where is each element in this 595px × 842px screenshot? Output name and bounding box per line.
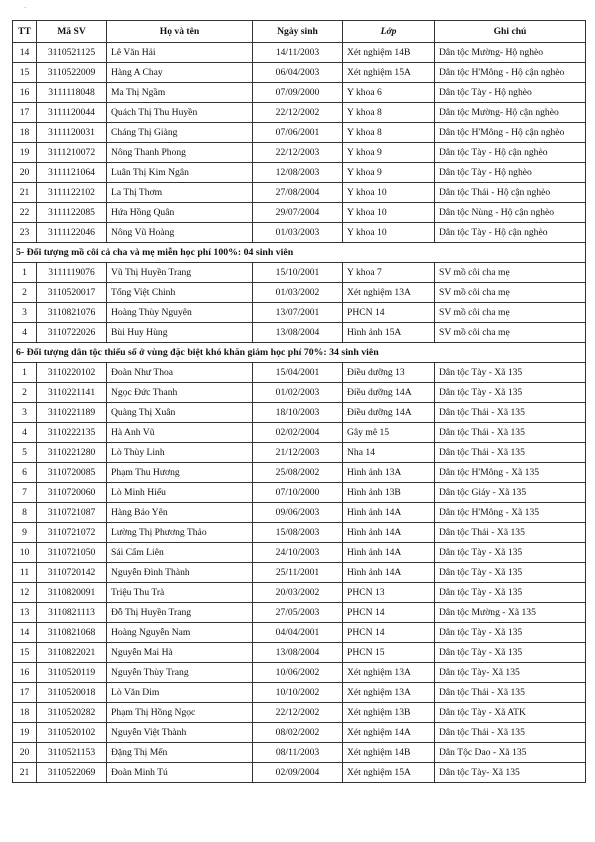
row-note: Dân tộc Tày - Xã ATK <box>435 703 586 723</box>
row-full-name: Tống Việt Chinh <box>107 283 253 303</box>
row-student-id: 3111120044 <box>37 103 107 123</box>
table-row <box>13 603 586 623</box>
row-class: Nha 14 <box>343 443 435 463</box>
row-tt: 14 <box>13 623 37 643</box>
row-birth-date: 25/08/2002 <box>253 463 343 483</box>
row-full-name: Nguyễn Thùy Trang <box>107 663 253 683</box>
row-tt: 9 <box>13 523 37 543</box>
row-student-id: 3110520119 <box>37 663 107 683</box>
row-class: Xét nghiệm 13A <box>343 683 435 703</box>
row-class: PHCN 14 <box>343 623 435 643</box>
header-student-id: Mã SV <box>37 21 107 43</box>
row-class: Hình ảnh 14A <box>343 523 435 543</box>
row-tt: 10 <box>13 543 37 563</box>
row-birth-date: 01/02/2003 <box>253 383 343 403</box>
row-birth-date: 15/08/2003 <box>253 523 343 543</box>
row-full-name: La Thị Thơm <box>107 183 253 203</box>
row-note: Dân tộc Thái - Xã 135 <box>435 403 586 423</box>
table-row <box>13 463 586 483</box>
row-student-id: 3110222135 <box>37 423 107 443</box>
row-class: Xét nghiệm 13B <box>343 703 435 723</box>
row-birth-date: 22/12/2002 <box>253 703 343 723</box>
header-birth-date: Ngày sinh <box>253 21 343 43</box>
row-full-name: Đỗ Thị Huyền Trang <box>107 603 253 623</box>
header-note: Ghi chú <box>435 21 586 43</box>
section-6-title-row <box>13 343 586 363</box>
row-student-id: 3110221280 <box>37 443 107 463</box>
row-note: Dân tộc Thái - Hộ cận nghèo <box>435 183 586 203</box>
row-note: Dân tộc Mường- Hộ nghèo <box>435 43 586 63</box>
row-student-id: 3110221189 <box>37 403 107 423</box>
row-tt: 4 <box>13 423 37 443</box>
row-student-id: 3111118048 <box>37 83 107 103</box>
table-row <box>13 543 586 563</box>
row-full-name: Nguyễn Mai Hà <box>107 643 253 663</box>
row-class: Xét nghiệm 13A <box>343 283 435 303</box>
row-tt: 4 <box>13 323 37 343</box>
row-class: Điều dưỡng 13 <box>343 363 435 383</box>
row-birth-date: 09/06/2003 <box>253 503 343 523</box>
row-student-id: 3111122046 <box>37 223 107 243</box>
section-6-title: 6- Đối tượng dân tộc thiểu số ở vùng đặc biệt khó khăn giảm học phí 70%: 34 sinh viên <box>13 343 586 363</box>
row-student-id: 3110720060 <box>37 483 107 503</box>
row-full-name: Nguyễn Việt Thành <box>107 723 253 743</box>
row-student-id: 3110521153 <box>37 743 107 763</box>
row-birth-date: 25/11/2001 <box>253 563 343 583</box>
row-note: Dân tộc Tày - Hộ nghèo <box>435 163 586 183</box>
header-row <box>13 21 586 43</box>
row-full-name: Đoàn Như Thoa <box>107 363 253 383</box>
row-student-id: 3110520018 <box>37 683 107 703</box>
row-birth-date: 08/11/2003 <box>253 743 343 763</box>
table-row <box>13 683 586 703</box>
table-row <box>13 203 586 223</box>
row-full-name: Lò Minh Hiếu <box>107 483 253 503</box>
row-note: Dân tộc Nùng - Hộ cận nghèo <box>435 203 586 223</box>
row-tt: 1 <box>13 263 37 283</box>
row-student-id: 3110721087 <box>37 503 107 523</box>
row-tt: 19 <box>13 143 37 163</box>
row-note: Dân tộc Tày - Hộ nghèo <box>435 83 586 103</box>
row-birth-date: 24/10/2003 <box>253 543 343 563</box>
row-note: SV mồ côi cha mẹ <box>435 283 586 303</box>
table-row <box>13 643 586 663</box>
row-birth-date: 13/08/2004 <box>253 323 343 343</box>
header-class: Lớp <box>343 21 435 43</box>
row-class: Xét nghiệm 13A <box>343 663 435 683</box>
row-full-name: Bùi Huy Hùng <box>107 323 253 343</box>
row-class: Hình ảnh 15A <box>343 323 435 343</box>
row-note: Dân tộc Tày - Xã 135 <box>435 643 586 663</box>
table-row <box>13 83 586 103</box>
section-5-title: 5- Đối tượng mồ côi cả cha và mẹ miễn học phí 100%: 04 sinh viên <box>13 243 586 263</box>
row-student-id: 3110721072 <box>37 523 107 543</box>
row-tt: 14 <box>13 43 37 63</box>
row-tt: 16 <box>13 83 37 103</box>
row-class: Y khoa 8 <box>343 123 435 143</box>
row-note: Dân tộc Thái - Xã 135 <box>435 443 586 463</box>
row-note: Dân tộc Thái - Xã 135 <box>435 523 586 543</box>
row-birth-date: 13/07/2001 <box>253 303 343 323</box>
row-tt: 8 <box>13 503 37 523</box>
table-row <box>13 63 586 83</box>
row-full-name: Sái Cẩm Liên <box>107 543 253 563</box>
row-birth-date: 20/03/2002 <box>253 583 343 603</box>
row-class: PHCN 14 <box>343 303 435 323</box>
row-student-id: 3111119076 <box>37 263 107 283</box>
row-tt: 1 <box>13 363 37 383</box>
row-full-name: Quàng Thị Xuân <box>107 403 253 423</box>
row-full-name: Lường Thị Phương Thảo <box>107 523 253 543</box>
row-tt: 15 <box>13 63 37 83</box>
row-full-name: Lò Văn Dim <box>107 683 253 703</box>
table-row <box>13 323 586 343</box>
row-full-name: Quách Thị Thu Huyền <box>107 103 253 123</box>
row-student-id: 3111122085 <box>37 203 107 223</box>
row-birth-date: 29/07/2004 <box>253 203 343 223</box>
row-class: Xét nghiệm 15A <box>343 763 435 783</box>
row-birth-date: 06/04/2003 <box>253 63 343 83</box>
row-tt: 15 <box>13 643 37 663</box>
row-tt: 7 <box>13 483 37 503</box>
row-student-id: 3110821076 <box>37 303 107 323</box>
row-tt: 6 <box>13 463 37 483</box>
row-student-id: 3110822021 <box>37 643 107 663</box>
student-table <box>12 20 586 783</box>
row-note: Dân tộc Thái - Xã 135 <box>435 683 586 703</box>
row-tt: 2 <box>13 283 37 303</box>
row-birth-date: 22/12/2002 <box>253 103 343 123</box>
row-tt: 20 <box>13 163 37 183</box>
row-tt: 2 <box>13 383 37 403</box>
row-note: Dân tộc H'Mông - Hộ cận nghèo <box>435 63 586 83</box>
row-student-id: 3111120031 <box>37 123 107 143</box>
header-tt: TT <box>13 21 37 43</box>
row-full-name: Vũ Thị Huyền Trang <box>107 263 253 283</box>
table-row <box>13 263 586 283</box>
row-student-id: 3110221141 <box>37 383 107 403</box>
row-class: Xét nghiệm 14B <box>343 743 435 763</box>
row-tt: 12 <box>13 583 37 603</box>
row-class: Gây mê 15 <box>343 423 435 443</box>
row-student-id: 3110820091 <box>37 583 107 603</box>
row-note: Dân tộc Tày- Xã 135 <box>435 663 586 683</box>
row-class: Hình ảnh 14A <box>343 563 435 583</box>
row-class: Điều dưỡng 14A <box>343 383 435 403</box>
row-student-id: 3110520282 <box>37 703 107 723</box>
table-row <box>13 103 586 123</box>
row-note: Dân tộc H'Mông - Xã 135 <box>435 503 586 523</box>
table-row <box>13 743 586 763</box>
row-class: Hình ảnh 13B <box>343 483 435 503</box>
row-birth-date: 02/09/2004 <box>253 763 343 783</box>
row-birth-date: 14/11/2003 <box>253 43 343 63</box>
table-row <box>13 483 586 503</box>
table-row <box>13 283 586 303</box>
table-row <box>13 503 586 523</box>
row-note: Dân tộc Tày - Hộ cận nghèo <box>435 143 586 163</box>
row-full-name: Lò Thùy Linh <box>107 443 253 463</box>
row-class: Xét nghiệm 15A <box>343 63 435 83</box>
row-student-id: 3110720142 <box>37 563 107 583</box>
row-birth-date: 02/02/2004 <box>253 423 343 443</box>
row-tt: 22 <box>13 203 37 223</box>
row-class: Hình ảnh 14A <box>343 543 435 563</box>
row-note: Dân tộc Tày - Xã 135 <box>435 383 586 403</box>
row-birth-date: 15/10/2001 <box>253 263 343 283</box>
row-student-id: 3110220102 <box>37 363 107 383</box>
table-row <box>13 723 586 743</box>
row-birth-date: 07/10/2000 <box>253 483 343 503</box>
table-row <box>13 763 586 783</box>
table-row <box>13 363 586 383</box>
row-student-id: 3111121064 <box>37 163 107 183</box>
row-full-name: Đoàn Minh Tú <box>107 763 253 783</box>
row-class: Y khoa 7 <box>343 263 435 283</box>
row-full-name: Triệu Thu Trà <box>107 583 253 603</box>
row-student-id: 3110522009 <box>37 63 107 83</box>
row-class: PHCN 14 <box>343 603 435 623</box>
row-birth-date: 08/02/2002 <box>253 723 343 743</box>
row-student-id: 3110520017 <box>37 283 107 303</box>
page-mark: · <box>24 4 27 12</box>
row-student-id: 3110720085 <box>37 463 107 483</box>
row-tt: 18 <box>13 123 37 143</box>
table-row <box>13 383 586 403</box>
table-row <box>13 183 586 203</box>
row-student-id: 3110522069 <box>37 763 107 783</box>
row-full-name: Nông Vũ Hoàng <box>107 223 253 243</box>
row-tt: 18 <box>13 703 37 723</box>
table-row <box>13 523 586 543</box>
row-note: Dân tộc Tày- Xã 135 <box>435 763 586 783</box>
table-row <box>13 403 586 423</box>
row-class: PHCN 15 <box>343 643 435 663</box>
row-note: Dân tộc Tày - Xã 135 <box>435 583 586 603</box>
row-birth-date: 27/05/2003 <box>253 603 343 623</box>
row-tt: 17 <box>13 683 37 703</box>
row-note: Dân tộc Tày - Xã 135 <box>435 543 586 563</box>
row-tt: 23 <box>13 223 37 243</box>
row-birth-date: 18/10/2003 <box>253 403 343 423</box>
row-student-id: 3110821068 <box>37 623 107 643</box>
row-tt: 19 <box>13 723 37 743</box>
section-5-title-row <box>13 243 586 263</box>
row-tt: 3 <box>13 303 37 323</box>
row-full-name: Nguyễn Đình Thành <box>107 563 253 583</box>
table-row <box>13 163 586 183</box>
table-row <box>13 583 586 603</box>
row-full-name: Hứa Hồng Quân <box>107 203 253 223</box>
row-note: SV mồ côi cha mẹ <box>435 263 586 283</box>
row-full-name: Cháng Thị Giàng <box>107 123 253 143</box>
row-full-name: Phạm Thu Hương <box>107 463 253 483</box>
header-full-name: Họ và tên <box>107 21 253 43</box>
row-student-id: 3110721050 <box>37 543 107 563</box>
row-tt: 3 <box>13 403 37 423</box>
row-note: Dân tộc Mường - Xã 135 <box>435 603 586 623</box>
row-full-name: Hoàng Thùy Nguyên <box>107 303 253 323</box>
row-class: Y khoa 10 <box>343 203 435 223</box>
row-note: SV mồ côi cha mẹ <box>435 303 586 323</box>
row-birth-date: 07/06/2001 <box>253 123 343 143</box>
row-tt: 20 <box>13 743 37 763</box>
row-note: Dân Tộc Dao - Xã 135 <box>435 743 586 763</box>
row-full-name: Hà Anh Vũ <box>107 423 253 443</box>
row-class: Điều dưỡng 14A <box>343 403 435 423</box>
row-note: Dân tộc Tày - Xã 135 <box>435 623 586 643</box>
table-row <box>13 143 586 163</box>
table-row <box>13 423 586 443</box>
row-full-name: Hàng A Chay <box>107 63 253 83</box>
row-full-name: Lê Văn Hải <box>107 43 253 63</box>
row-tt: 16 <box>13 663 37 683</box>
table-row <box>13 43 586 63</box>
table-row <box>13 563 586 583</box>
row-note: Dân tộc Thái - Xã 135 <box>435 423 586 443</box>
row-class: Y khoa 10 <box>343 183 435 203</box>
row-birth-date: 13/08/2004 <box>253 643 343 663</box>
row-student-id: 3111122102 <box>37 183 107 203</box>
row-note: Dân tộc Tày - Hộ cận nghèo <box>435 223 586 243</box>
row-full-name: Nông Thanh Phong <box>107 143 253 163</box>
row-birth-date: 07/09/2000 <box>253 83 343 103</box>
row-birth-date: 10/06/2002 <box>253 663 343 683</box>
table-row <box>13 623 586 643</box>
row-birth-date: 22/12/2003 <box>253 143 343 163</box>
row-class: Y khoa 10 <box>343 223 435 243</box>
row-full-name: Hàng Bảo Yên <box>107 503 253 523</box>
row-student-id: 3111210072 <box>37 143 107 163</box>
row-full-name: Hoàng Nguyễn Nam <box>107 623 253 643</box>
row-tt: 21 <box>13 763 37 783</box>
row-student-id: 3110520102 <box>37 723 107 743</box>
row-note: Dân tộc Thái - Xã 135 <box>435 723 586 743</box>
row-class: Xét nghiệm 14A <box>343 723 435 743</box>
row-student-id: 3110821113 <box>37 603 107 623</box>
table-row <box>13 123 586 143</box>
table-row <box>13 303 586 323</box>
row-birth-date: 15/04/2001 <box>253 363 343 383</box>
row-birth-date: 04/04/2001 <box>253 623 343 643</box>
row-birth-date: 10/10/2002 <box>253 683 343 703</box>
row-note: Dân tộc Tày - Xã 135 <box>435 563 586 583</box>
row-note: Dân tộc H'Mông - Xã 135 <box>435 463 586 483</box>
row-full-name: Ma Thị Ngầm <box>107 83 253 103</box>
row-note: Dân tộc H'Mông - Hộ cận nghèo <box>435 123 586 143</box>
row-full-name: Luân Thị Kim Ngân <box>107 163 253 183</box>
row-class: Y khoa 9 <box>343 163 435 183</box>
row-birth-date: 12/08/2003 <box>253 163 343 183</box>
row-class: Hình ảnh 14A <box>343 503 435 523</box>
row-class: Xét nghiệm 14B <box>343 43 435 63</box>
row-note: Dân tộc Tày - Xã 135 <box>435 363 586 383</box>
row-class: Y khoa 6 <box>343 83 435 103</box>
row-class: Hình ảnh 13A <box>343 463 435 483</box>
row-note: Dân tộc Giáy - Xã 135 <box>435 483 586 503</box>
row-note: Dân tộc Mường- Hộ cận nghèo <box>435 103 586 123</box>
table-row <box>13 443 586 463</box>
row-tt: 11 <box>13 563 37 583</box>
row-class: Y khoa 9 <box>343 143 435 163</box>
row-note: SV mồ côi cha mẹ <box>435 323 586 343</box>
row-birth-date: 01/03/2002 <box>253 283 343 303</box>
row-full-name: Đặng Thị Mến <box>107 743 253 763</box>
table-row <box>13 663 586 683</box>
row-tt: 21 <box>13 183 37 203</box>
row-tt: 17 <box>13 103 37 123</box>
row-birth-date: 01/03/2003 <box>253 223 343 243</box>
row-full-name: Ngọc Đức Thanh <box>107 383 253 403</box>
table-row <box>13 703 586 723</box>
row-class: PHCN 13 <box>343 583 435 603</box>
row-tt: 13 <box>13 603 37 623</box>
row-tt: 5 <box>13 443 37 463</box>
row-class: Y khoa 8 <box>343 103 435 123</box>
row-birth-date: 27/08/2004 <box>253 183 343 203</box>
table-row <box>13 223 586 243</box>
row-birth-date: 21/12/2003 <box>253 443 343 463</box>
row-student-id: 3110521125 <box>37 43 107 63</box>
row-student-id: 3110722026 <box>37 323 107 343</box>
row-full-name: Phạm Thị Hồng Ngọc <box>107 703 253 723</box>
